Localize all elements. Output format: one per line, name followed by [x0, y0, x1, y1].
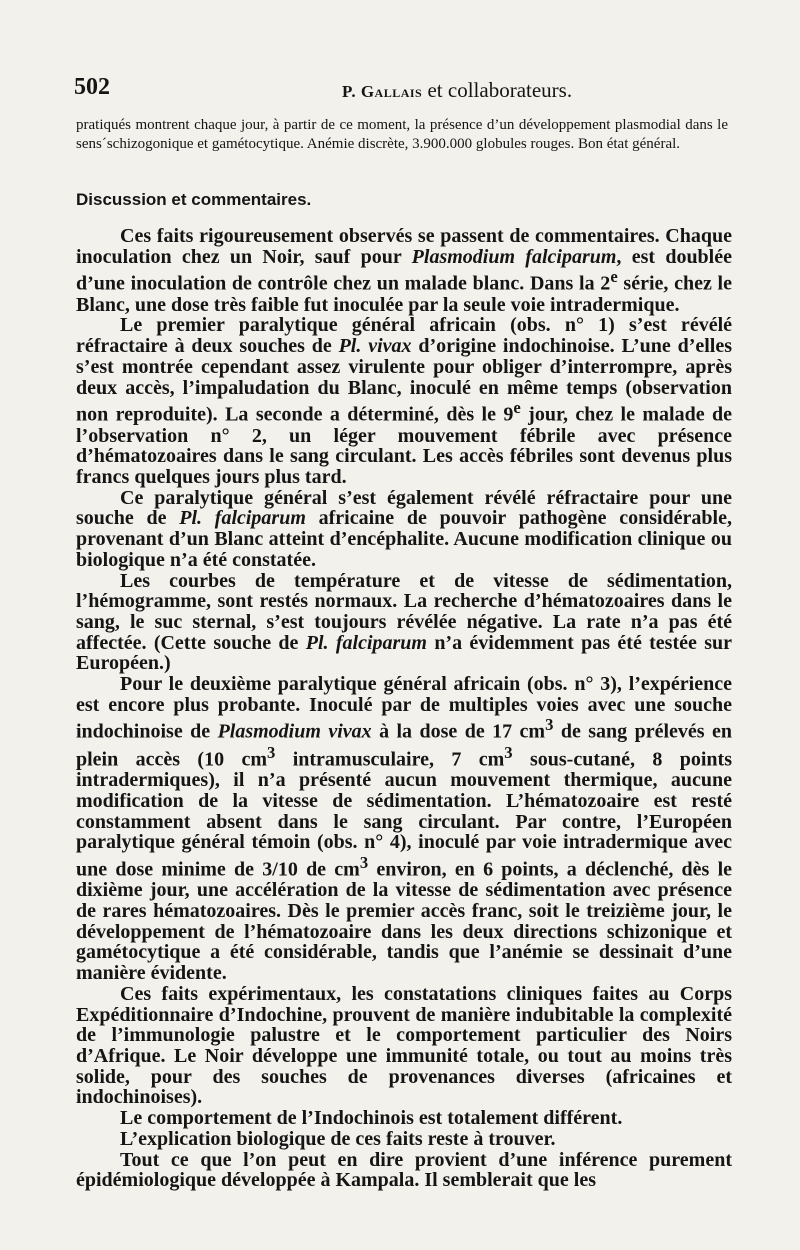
body-text: [76, 226, 732, 1191]
species-name: Plasmodium vivax: [217, 721, 372, 744]
previous-observation-tail: pratiqués montrent chaque jour, à partir de ce moment, la présence d’un développement plasmodial dans le sensˊschizogonique et gamétocytique. Anémie discrète, 3.900.000 globules rouges. Bon état général.: [76, 117, 728, 152]
running-head-author: P. Gallais: [342, 82, 423, 101]
paragraph-7: Le comportement de l’Indochinois est totalement différent.: [120, 1107, 623, 1130]
paragraph-2: Le premier paralytique général africain (obs. n° 1) s’est révélé réfractaire à deux souches de Pl. vivax d’origine indochinoise. L’une d’elles s’est montrée cependant assez virulente pour obliger d’interrompre, après deux accès, l’impaludation du Blanc, inoculé en même temps (observation non reproduite). La seconde a déterminé, dès le 9e jour, chez le malade de l’observation n° 2, un léger mouvement fébrile avec présence d’hématozoaires dans le sang circulant. Les accès fébriles sont devenus plus francs quelques jours plus tard.: [76, 314, 733, 489]
tail-text-a: pratiqués montrent chaque jour, à partir de ce moment, la présence d’un développement plasmodial dans le sens: [76, 117, 728, 152]
species-name: Plasmodium falciparum: [411, 245, 617, 268]
paragraph-4: Les courbes de température et de vitesse de sédimentation, l’hémogramme, sont restés normaux. La recherche d’hématozoaires dans le sang, le suc sternal, s’est toujours révélée négative. La rate n’a pas été affectée. (Cette souche de Pl. falciparum n’a évidemment pas été testée sur Européen.): [76, 569, 732, 675]
running-header: [74, 74, 734, 104]
paragraph-9: Tout ce que l’on peut en dire provient d’une inférence purement épidémiologique développée à Kampala. Il semblerait que les: [76, 1148, 732, 1192]
page-number: 502: [74, 74, 110, 100]
paragraph-3: Ce paralytique général s’est également révélé réfractaire pour une souche de Pl. falciparum africaine de pouvoir pathogène considérable, provenant d’un Blanc atteint d’encéphalite. Aucune modification clinique ou biologique n’a été constatée.: [76, 486, 732, 571]
running-head-title: et collaborateurs.: [427, 78, 573, 102]
paragraph-8: L’explication biologique de ces faits reste à trouver.: [120, 1127, 556, 1150]
species-name: Pl. falciparum: [305, 631, 427, 654]
species-name: Pl. vivax: [338, 335, 412, 358]
paragraph-6: Ces faits expérimentaux, les constatations cliniques faites au Corps Expéditionnaire d’Indochine, prouvent de manière indubitable la complexité de l’immunologie palustre et le comportement particulier des Noirs d’Afrique. Le Noir développe une immunité totale, ou tout au moins très solide, pour des souches de provenances diverses (africaines et indochinoises).: [76, 982, 732, 1109]
paragraph-5: Pour le deuxième paralytique général africain (obs. n° 3), l’expérience est encore plus probante. Inoculé par de multiples voies avec une souche indochinoise de Plasmodium vivax à la dose de 17 $cm^3$ de sang prélevés en plein accès (10 $cm^3$ intramusculaire, 7 $cm^3$ sous-cutané, 8 points intradermiques), il n’a présenté aucun mouvement thermique, aucune modification de la vitesse de sédimentation. L’hématozoaire est resté constamment absent dans le sang circulant. Par contre, l’Européen paralytique général témoin (obs. n° 4), inoculé par voie intradermique avec une dose minime de 3/10 de $cm^3$ environ, en 6 points, a déclenché, dès le dixième jour, une accélération de la vitesse de sédimentation avec présence de rares hématozoaires. Dès le premier accès franc, soit le treizième jour, le développement de l’hématozoaire dans les deux directions schizonique et gamétocytique a été considérable, tandis que l’anémie se dessinait d’une manière évidente.: [76, 673, 733, 985]
section-title: Discussion et commentaires.: [76, 190, 312, 209]
species-name: Pl. falciparum: [179, 507, 306, 530]
running-head: [342, 78, 572, 103]
paragraph-1: Ces faits rigoureusement observés se passent de commentaires. Chaque inoculation chez un Noir, sauf pour Plasmodium falciparum, est doublée d’une inoculation de contrôle chez un malade blanc. Dans la 2e série, chez le Blanc, une dose très faible fut inoculée par la seule voie intradermique.: [76, 225, 732, 316]
tail-text-b: schizogonique et gamétocytique. Anémie discrète, 3.900.000 globules rouges. Bon état général.: [106, 136, 681, 152]
